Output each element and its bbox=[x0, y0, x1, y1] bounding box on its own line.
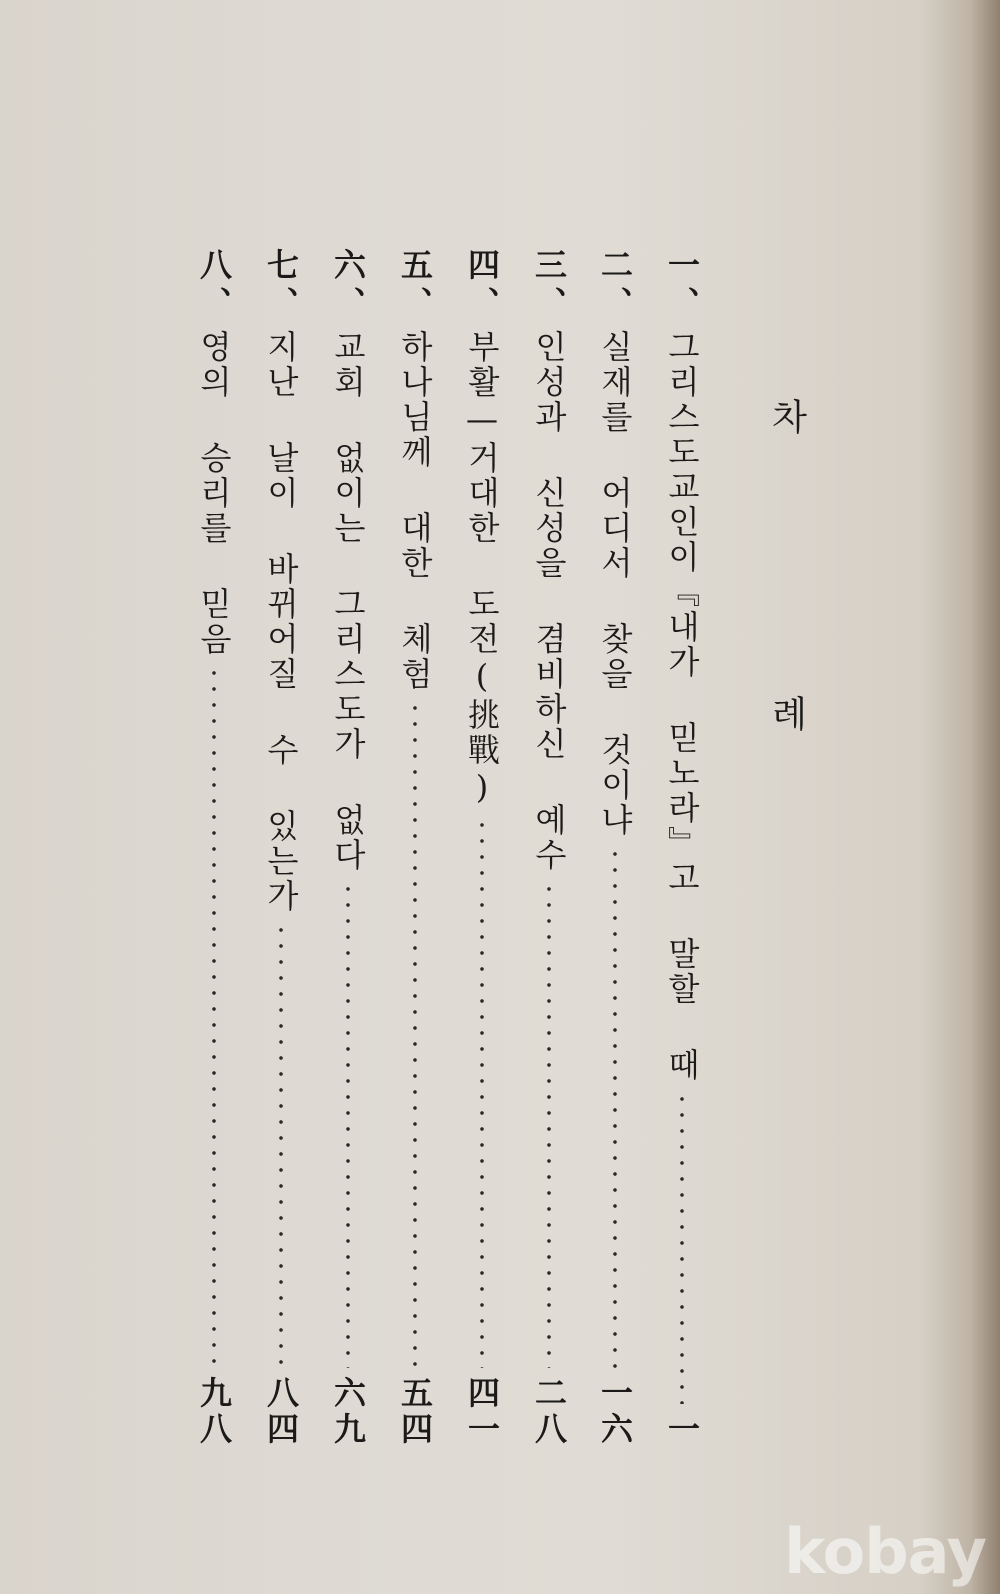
entry-page: 八四 bbox=[262, 1376, 300, 1448]
leader-dots bbox=[278, 922, 284, 1368]
entry-title: 지난 날이 바뀌어질 수 있는가 bbox=[262, 330, 300, 914]
leader-dots bbox=[612, 846, 618, 1368]
entry-number: 一、 bbox=[663, 248, 701, 324]
entry-title: 그리스도교인이『내가 믿노라』고 말할 때 bbox=[663, 330, 701, 1083]
entry-number: 七、 bbox=[262, 248, 300, 324]
leader-dots bbox=[345, 881, 351, 1368]
toc-entry-6 bbox=[322, 248, 374, 1448]
entry-title: 하나님께 대한 체험 bbox=[396, 330, 434, 692]
entry-title: 영의 승리를 믿음 bbox=[195, 330, 233, 657]
entry-page: 四一 bbox=[463, 1376, 501, 1448]
entry-number: 二、 bbox=[596, 248, 634, 324]
watermark-logo: kobay bbox=[784, 1515, 986, 1588]
leader-dots bbox=[211, 665, 217, 1368]
toc-entry-1 bbox=[656, 248, 708, 1448]
entry-title: 인성과 신성을 겸비하신 예수 bbox=[530, 330, 568, 873]
toc-entry-8 bbox=[188, 248, 240, 1448]
toc-entry-4 bbox=[456, 248, 508, 1448]
entry-title: 교회 없이는 그리스도가 없다 bbox=[329, 330, 367, 873]
entry-page: 五四 bbox=[396, 1376, 434, 1448]
entry-title: 부활—거대한 도전(挑戰) bbox=[463, 330, 501, 809]
leader-dots bbox=[546, 881, 552, 1368]
entry-number: 五、 bbox=[396, 248, 434, 324]
entry-title: 실재를 어디서 찾을 것이냐 bbox=[596, 330, 634, 838]
toc-entry-2 bbox=[589, 248, 641, 1448]
leader-dots bbox=[479, 817, 485, 1368]
leader-dots bbox=[412, 700, 418, 1368]
entry-page: 一六 bbox=[596, 1376, 634, 1448]
entry-number: 三、 bbox=[530, 248, 568, 324]
toc-entry-7 bbox=[255, 248, 307, 1448]
entry-number: 六、 bbox=[329, 248, 367, 324]
toc-entry-5 bbox=[389, 248, 441, 1448]
leader-dots bbox=[679, 1091, 685, 1404]
toc-entry-3 bbox=[523, 248, 575, 1448]
entry-page: 二八 bbox=[530, 1376, 568, 1448]
toc-title: 차 례 bbox=[766, 398, 807, 841]
entry-number: 八、 bbox=[195, 248, 233, 324]
entry-page: 一 bbox=[663, 1412, 701, 1448]
entry-number: 四、 bbox=[463, 248, 501, 324]
entry-page: 九八 bbox=[195, 1376, 233, 1448]
entry-page: 六九 bbox=[329, 1376, 367, 1448]
